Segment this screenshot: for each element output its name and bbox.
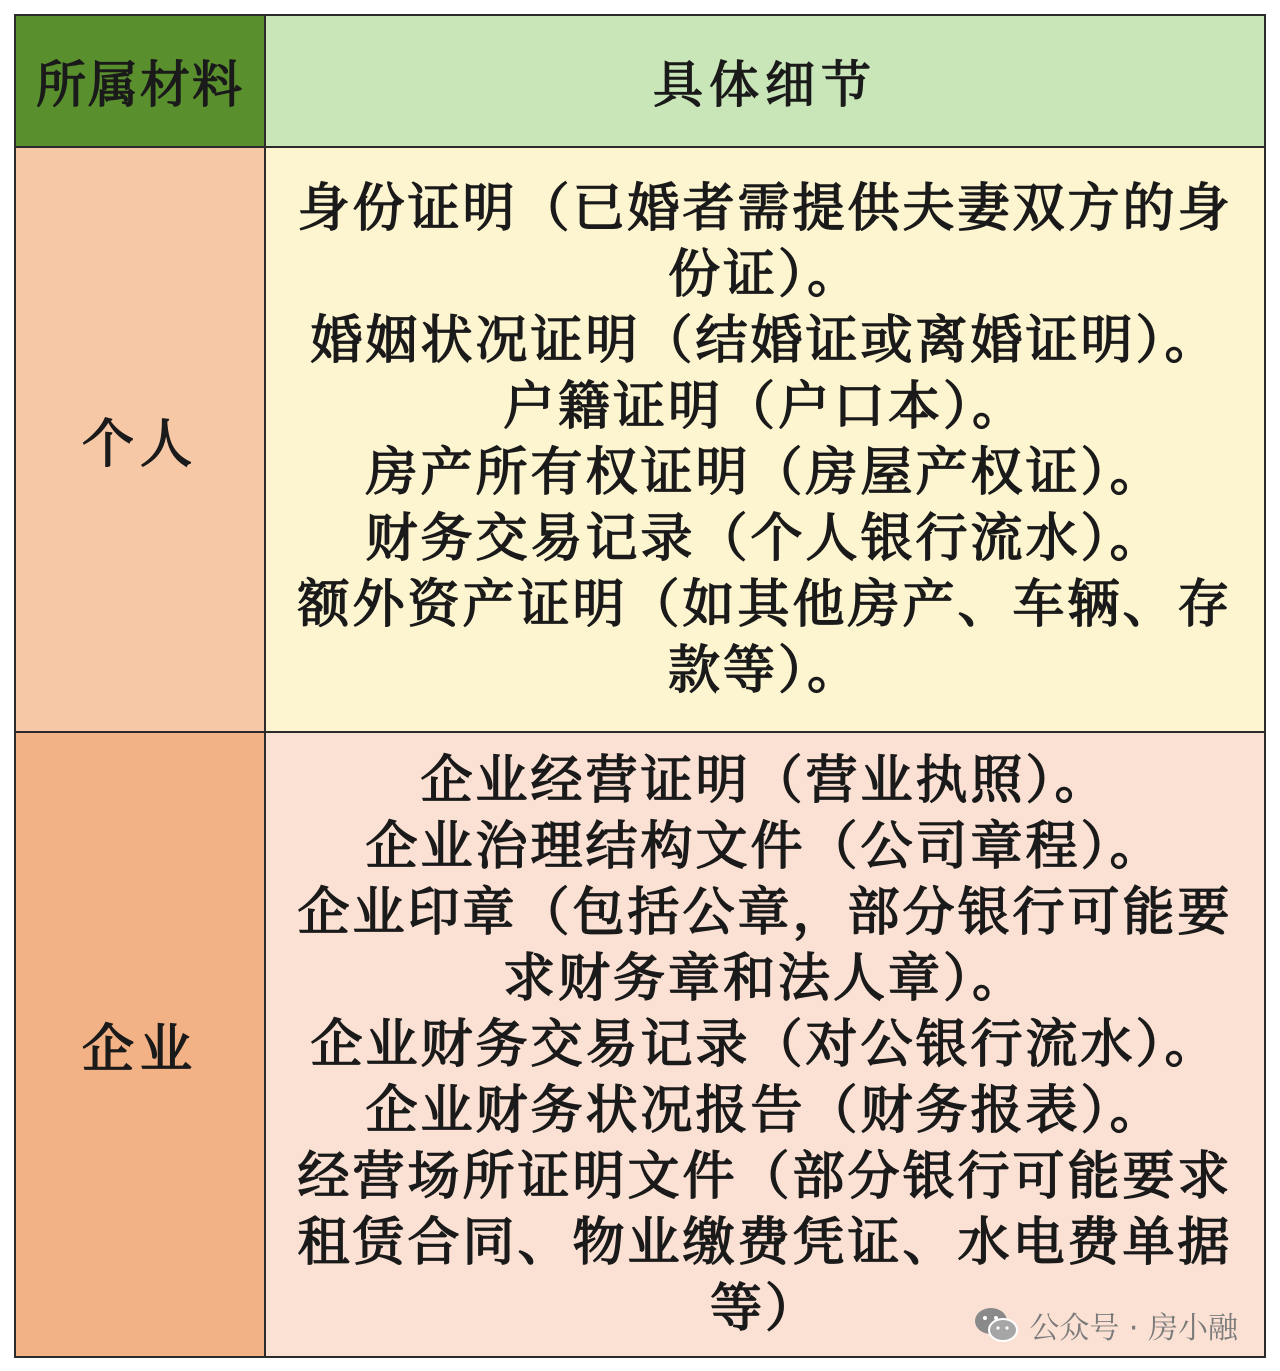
wechat-icon (973, 1305, 1019, 1345)
detail-line: 份证）。 (667, 243, 862, 305)
detail-line: 求财务章和法人章）。 (502, 947, 1027, 1009)
detail-line: 企业财务交易记录（对公银行流水）。 (310, 1013, 1220, 1075)
detail-line: 户籍证明（户口本）。 (502, 375, 1027, 437)
detail-line: 款等）。 (667, 639, 862, 701)
header-details: 具体细节 (266, 16, 1264, 148)
details-personal (266, 148, 1264, 733)
materials-table (14, 14, 1266, 1358)
detail-line: 房产所有权证明（房屋产权证）。 (365, 441, 1165, 503)
detail-line: 身份证明（已婚者需提供夫妻双方的身 (297, 177, 1233, 239)
detail-line: 企业经营证明（营业执照）。 (420, 749, 1110, 811)
detail-line: 企业治理结构文件（公司章程）。 (365, 815, 1165, 877)
detail-line: 婚姻状况证明（结婚证或离婚证明）。 (310, 309, 1220, 371)
watermark (973, 1303, 1238, 1347)
category-company: 企业 (16, 733, 266, 1356)
detail-line: 等） (709, 1277, 820, 1339)
detail-line: 额外资产证明（如其他房产、车辆、存 (297, 573, 1233, 635)
header-material-type: 所属材料 (16, 16, 266, 148)
detail-line: 企业印章（包括公章，部分银行可能要 (297, 881, 1233, 943)
detail-line: 租赁合同、物业缴费凭证、水电费单据 (297, 1211, 1233, 1273)
detail-line: 企业财务状况报告（财务报表）。 (365, 1079, 1165, 1141)
detail-line: 经营场所证明文件（部分银行可能要求 (297, 1145, 1233, 1207)
category-personal: 个人 (16, 148, 266, 733)
detail-line: 财务交易记录（个人银行流水）。 (365, 507, 1165, 569)
watermark-text: 公众号 · 房小融 (1029, 1311, 1238, 1346)
details-company (266, 733, 1264, 1356)
